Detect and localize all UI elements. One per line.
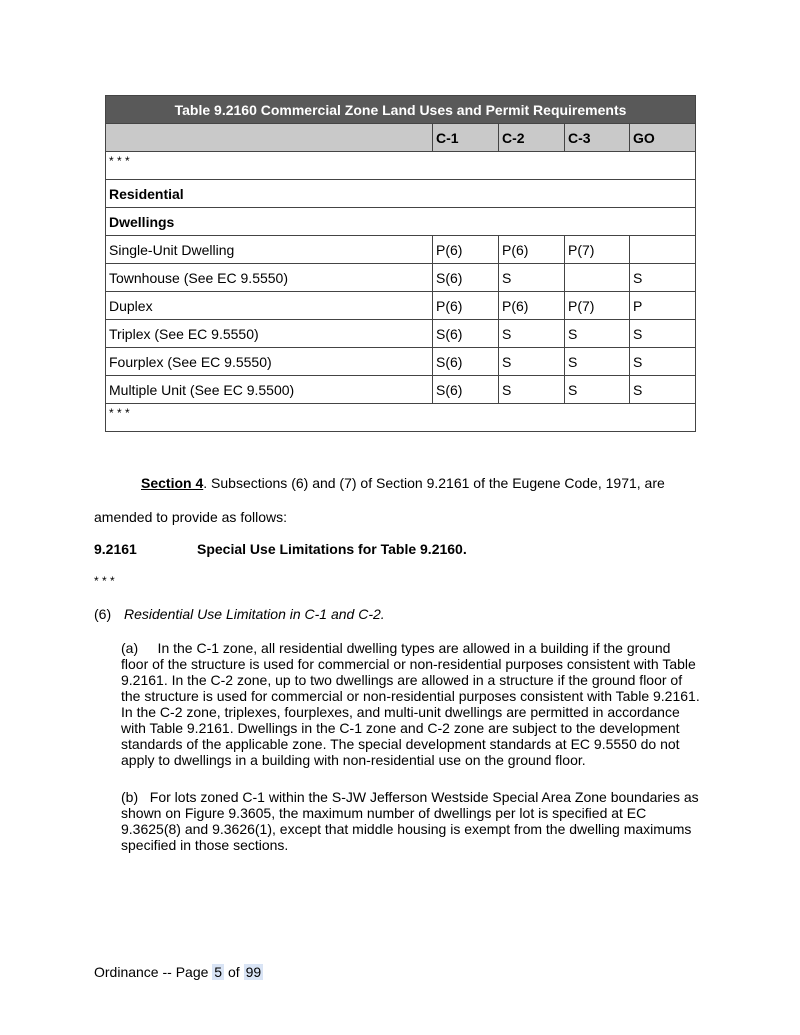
cell-c2: P(6) — [499, 236, 565, 264]
section4-text-line2: amended to provide as follows: — [94, 509, 287, 525]
table-title: Table 9.2160 Commercial Zone Land Uses and Permit Requirements — [106, 96, 696, 124]
footer-page-number: 5 — [214, 964, 223, 980]
row-label: Triplex (See EC 9.5550) — [106, 320, 433, 348]
item6-number: (6) — [94, 606, 112, 622]
table-row — [106, 348, 696, 376]
cell-c3: S — [565, 320, 630, 348]
section-heading-number: 9.2161 — [94, 541, 137, 557]
cell-c1: S(6) — [433, 264, 499, 292]
section4-label: Section 4 — [141, 475, 204, 491]
col-header-c1: C-1 — [433, 124, 499, 152]
cell-c1: P(6) — [433, 236, 499, 264]
row-label: Duplex — [106, 292, 433, 320]
row-label: Single-Unit Dwelling — [106, 236, 433, 264]
cell-c2: S — [499, 264, 565, 292]
table-header-blank — [106, 124, 433, 152]
paragraph-a: (a) In the C-1 zone, all residential dwelling types are allowed in a building if the ground floor of the structure is used for commercial or non-residential purposes consistent with Table 9.2161. In the C-2 zone, up to two dwellings are allowed in a structure if the ground floor of the structure is used for commercial or non-residential purposes consistent with Table 9.2161. In the C-2 zone, triplexes, fourplexes, and multi-unit dwellings are permitted in accordance with Table 9.2161. Dwellings in the C-1 zone and C-2 zone are subject to the development standards of the applicable zone. The special development standards at EC 9.5550 do not apply to dwellings in a building with non-residential use on the ground floor. — [121, 640, 704, 768]
table-row — [106, 292, 696, 320]
table-section-dwellings: Dwellings — [106, 208, 696, 236]
paragraph-b: (b) For lots zoned C-1 within the S-JW Jefferson Westside Special Area Zone boundaries as shown on Figure 9.3605, the maximum number of dwellings per lot is specified at EC 9.3625(8) and 9.3626(1), except that middle housing is exempt from the dwelling maximums specified in those sections. — [121, 789, 703, 853]
cell-go: S — [630, 348, 696, 376]
col-header-c3: C-3 — [565, 124, 630, 152]
row-label: Townhouse (See EC 9.5550) — [106, 264, 433, 292]
cell-c1: P(6) — [433, 292, 499, 320]
cell-c1: S(6) — [433, 320, 499, 348]
section4-line1 — [141, 475, 665, 491]
item6-title: Residential Use Limitation in C-1 and C-2. — [124, 606, 385, 622]
table-stars-top: * * * — [106, 152, 696, 180]
table-row — [106, 320, 696, 348]
cell-c2: S — [499, 320, 565, 348]
row-label: Multiple Unit (See EC 9.5500) — [106, 376, 433, 404]
cell-go: S — [630, 320, 696, 348]
land-use-table — [105, 95, 696, 432]
cell-c2: S — [499, 348, 565, 376]
col-header-c2: C-2 — [499, 124, 565, 152]
table-section-residential: Residential — [106, 180, 696, 208]
cell-c2: S — [499, 376, 565, 404]
col-header-go: GO — [630, 124, 696, 152]
table-stars-bottom: * * * — [106, 404, 696, 432]
cell-c3 — [565, 264, 630, 292]
cell-c3: S — [565, 376, 630, 404]
cell-c3: P(7) — [565, 236, 630, 264]
footer — [94, 964, 263, 980]
cell-go: S — [630, 264, 696, 292]
stars-mid: * * * — [94, 574, 115, 588]
cell-c2: P(6) — [499, 292, 565, 320]
table-row — [106, 376, 696, 404]
section4-text-line1: . Subsections (6) and (7) of Section 9.2161 of the Eugene Code, 1971, are — [203, 475, 665, 491]
row-label: Fourplex (See EC 9.5550) — [106, 348, 433, 376]
cell-go: P — [630, 292, 696, 320]
footer-of: of — [227, 964, 240, 980]
cell-go: S — [630, 376, 696, 404]
footer-total-pages: 99 — [245, 964, 262, 980]
cell-c3: S — [565, 348, 630, 376]
cell-c1: S(6) — [433, 376, 499, 404]
section-heading-title: Special Use Limitations for Table 9.2160. — [197, 541, 467, 557]
cell-go — [630, 236, 696, 264]
cell-c3: P(7) — [565, 292, 630, 320]
table-row — [106, 236, 696, 264]
table-row — [106, 264, 696, 292]
footer-prefix: Ordinance -- Page — [94, 964, 209, 980]
cell-c1: S(6) — [433, 348, 499, 376]
